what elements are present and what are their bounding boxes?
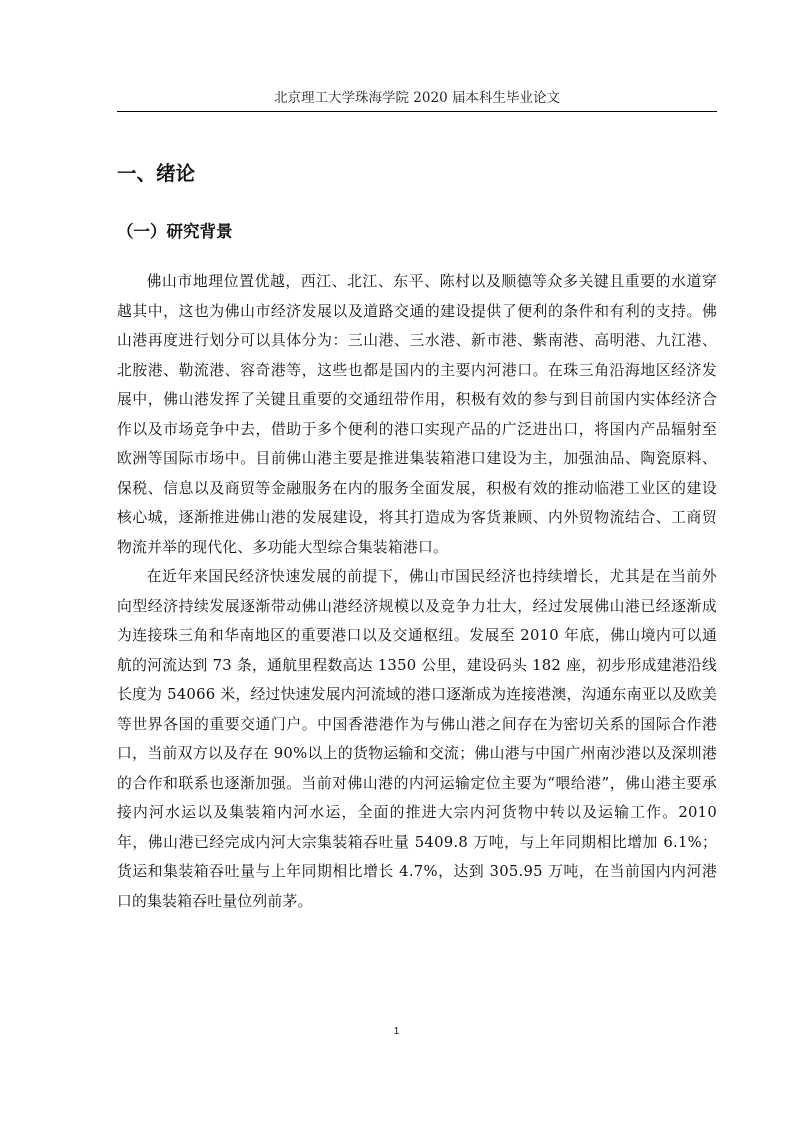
page-number: 1 <box>393 1026 400 1037</box>
chapter-title: 一、绪论 <box>117 162 196 185</box>
body-text <box>117 267 717 916</box>
running-header: 北京理工大学珠海学院 2020 届本科生毕业论文 <box>274 90 560 106</box>
paragraph-1: 佛山市地理位置优越，西江、北江、东平、陈村以及顺德等众多关键且重要的水道穿越其中，这也为佛山市经济发展以及道路交通的建设提供了便利的条件和有利的支持。佛山港再度进行划分可以具体分为：三山港、三水港、新市港、紫南港、高明港、九江港、北胺港、勒流港、容奇港等，这些也都是国内的主要内河港口。在珠三角沿海地区经济发展中，佛山港发挥了关键且重要的交通纽带作用，积极有效的参与到目前国内实体经济合作以及市场竞争中去，借助于多个便利的港口实现产品的广泛进出口，将国内产品辐射至欧洲等国际市场中。目前佛山港主要是推进集装箱港口建设为主，加强油品、陶瓷原料、保税、信息以及商贸等金融服务在内的服务全面发展，积极有效的推动临港工业区的建设核心城，逐渐推进佛山港的发展建设，将其打造成为客货兼顾、内外贸物流结合、工商贸物流并举的现代化、多功能大型综合集装箱港口。 <box>117 273 717 556</box>
section-title: （一）研究背景 <box>117 222 233 241</box>
header-rule <box>117 111 717 112</box>
paragraph-2: 在近年来国民经济快速发展的前提下，佛山市国民经济也持续增长，尤其是在当前外向型经济持续发展逐渐带动佛山港经济规模以及竞争力壮大，经过发展佛山港已经逐渐成为连接珠三角和华南地区的重要港口以及交通枢纽。发展至 2010 年底，佛山境内可以通航的河流达到 73 条，通航里程数高达 1350 公里，建设码头 182 座，初步形成建港沿线长度为 54066 米，经过快速发展内河流域的港口逐渐成为连接港澳，沟通东南亚以及欧美等世界各国的重要交通门户。中国香港港作为与佛山港之间存在为密切关系的国际合作港口，当前双方以及存在 90%以上的货物运输和交流；佛山港与中国广州南沙港以及深圳港的合作和联系也逐渐加强。当前对佛山港的内河运输定位主要为“喂给港”，佛山港主要承接内河水运以及集装箱内河水运，全面的推进大宗内河货物中转以及运输工作。2010 年，佛山港已经完成内河大宗集装箱吞吐量 5409.8 万吨，与上年同期相比增加 6.1%；货运和集装箱吞吐量与上年同期相比增长 4.7%，达到 305.95 万吨，在当前国内内河港口的集装箱吞吐量位列前茅。 <box>117 568 717 910</box>
